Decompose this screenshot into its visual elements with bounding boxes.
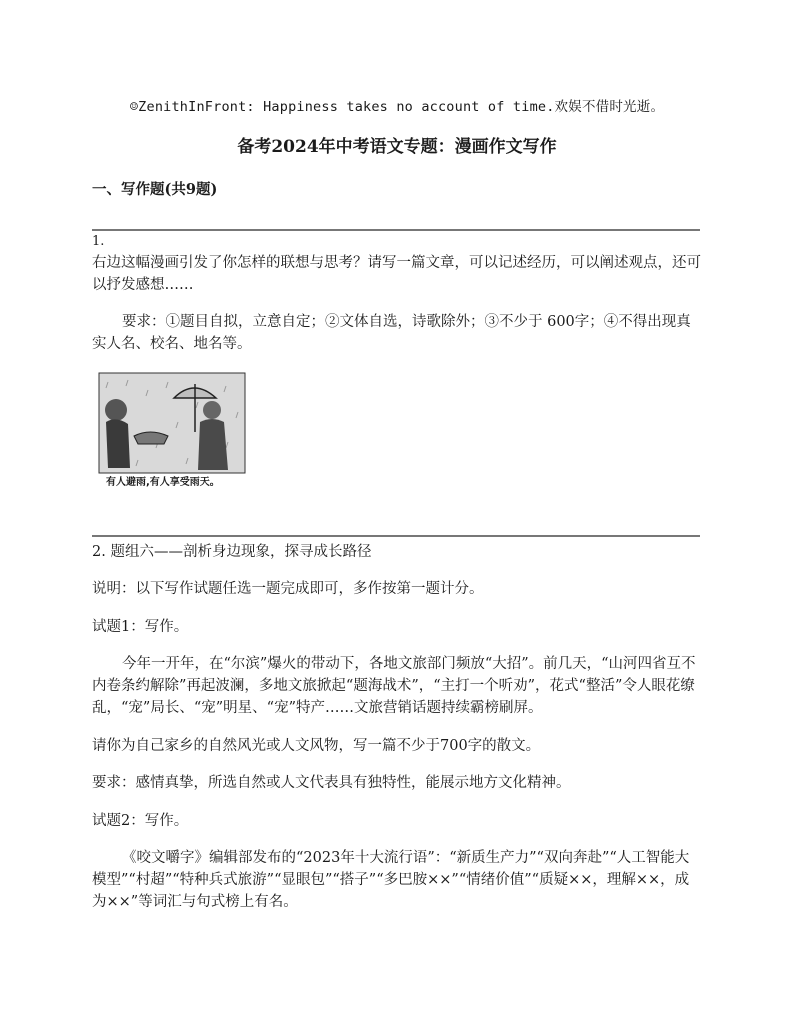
q2-topic1-label: 试题1：写作。 (92, 619, 189, 635)
divider-2 (92, 535, 700, 537)
q2-topic1-paragraph: 今年一开年，在“尔滨”爆火的带动下，各地文旅部门频放“大招”。前几天，“山河四省互不内卷条约解除”再起波澜，多地文旅掀起“题海战术”，“主打一个听劝”，花式“整活”令人眼花缭乱，“宠”局长、“宠”明星、“宠”特产……文旅营销话题持续霸榜刷屏。 (92, 656, 696, 716)
header-watermark: ☺ZenithInFront: Happiness takes no account of time.欢娱不借时光逝。 (129, 99, 665, 115)
q2-note: 说明：以下写作试题任选一题完成即可，多作按第一题计分。 (92, 581, 484, 597)
q1-prompt: 右边这幅漫画引发了你怎样的联想与思考？请写一篇文章，可以记述经历，可以阐述观点，还可以抒发感想…… (92, 255, 701, 293)
q2-topic2-paragraph: 《咬文嚼字》编辑部发布的“2023年十大流行语”：“新质生产力”“双向奔赴”“人工智能大模型”“村超”“特种兵式旅游”“显眼包”“搭子”“多巴胺××”“情绪价值”“质疑××，理解××，成为××”等词汇与句式榜上有名。 (92, 850, 690, 910)
q2-topic2-label: 试题2：写作。 (92, 813, 189, 829)
q2-topic1-task: 请你为自己家乡的自然风光或人文风物，写一篇不少于700字的散文。 (92, 738, 541, 754)
section-heading: 一、写作题(共9题) (92, 181, 218, 198)
q1-requirements: 要求：①题目自拟，立意自定；②文体自选，诗歌除外；③不少于 600字；④不得出现真实人名、校名、地名等。 (92, 314, 691, 352)
page-title: 备考2024年中考语文专题：漫画作文写作 (237, 137, 557, 157)
q1-number: 1. (92, 234, 105, 249)
q2-heading: 2. 题组六——剖析身边现象，探寻成长路径 (92, 544, 372, 560)
cartoon-image (98, 372, 246, 490)
cartoon-caption: 有人避雨,有人享受雨天。 (106, 477, 220, 488)
q2-topic1-requirements: 要求：感情真挚，所选自然或人文代表具有独特性，能展示地方文化精神。 (92, 775, 571, 791)
divider-1 (92, 229, 700, 231)
